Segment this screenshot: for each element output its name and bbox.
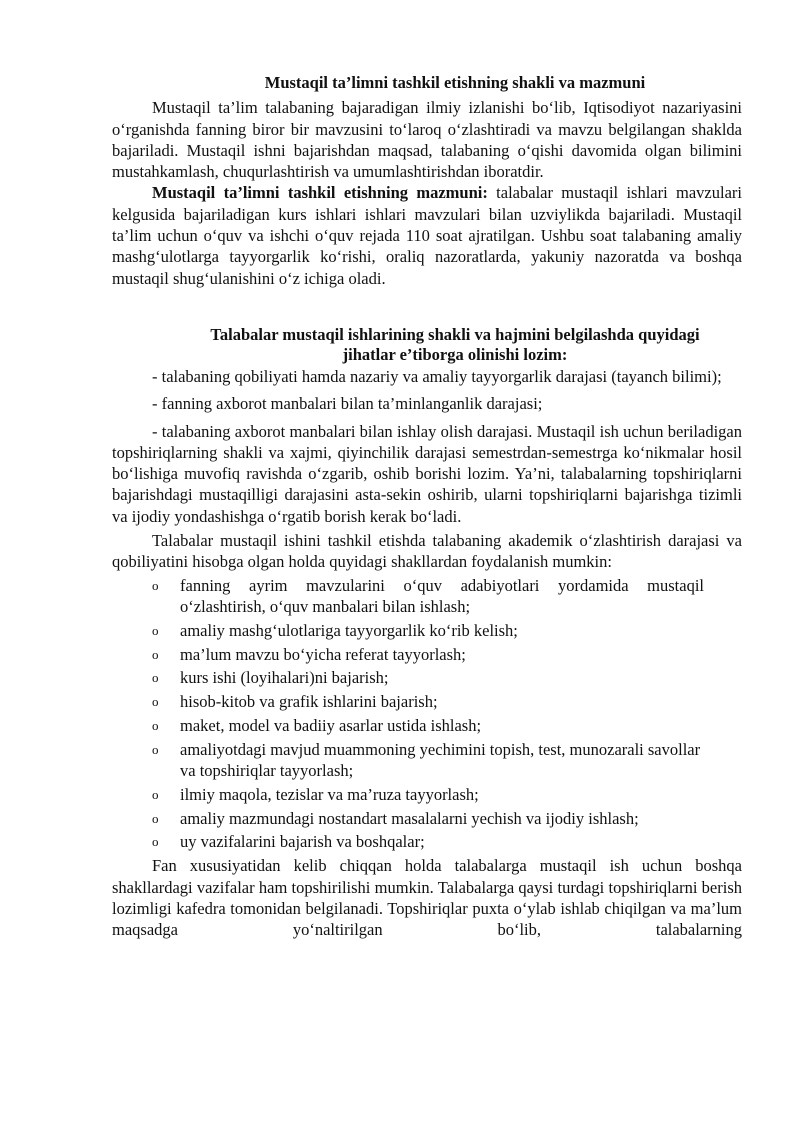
bullet-icon: o — [152, 834, 159, 850]
dash-item-3: - talabaning axborot manbalari bilan ishlay olish darajasi. Mustaqil ish uchun beriladigan topshiriqlarning shakli va xajmi, qiyinchilik darajasi semestrdan-semestrga ko‘nikmalar hosil bo‘lishiga muvofiq ravishda o‘zgarib, oshib borishi lozim. Ya’ni, talabalarning topshiriqlarni bajarishdagi mustaqilligi darajasini asta-sekin oshirib, ularni topshiriqlarni bajarishga tizimli va ijodiy yondashishga o‘rgatib borish kerak bo‘ladi. — [112, 421, 742, 526]
forms-list — [112, 575, 742, 853]
paragraph-content — [112, 182, 742, 288]
list-item-text: amaliy mazmundagi nostandart masalalarni yechish va ijodiy ishlash; — [180, 808, 639, 828]
bullet-icon: o — [152, 810, 159, 826]
bullet-icon: o — [152, 646, 159, 662]
list-item-text: maket, model va badiiy asarlar ustida ishlash; — [180, 715, 482, 735]
list-item — [112, 831, 742, 852]
paragraph-intro: Mustaqil ta’lim talabaning bajaradigan ilmiy izlanishi bo‘lib, Iqtisodiyot nazariyasini o‘rganishda fanning biror bir mavzusini to‘laroq o‘zlashtiradi va mavzu belgilangan shaklda bajariladi. Mustaqil ishni bajarishdan maqsad, talabaning o‘qishi davomida olgan bilimini mustahkamlash, chuqurlashtirish va umumlashtirishdan iboratdir. — [112, 98, 742, 182]
section-subtitle — [112, 325, 742, 366]
list-item — [112, 808, 742, 829]
list-item — [112, 667, 742, 688]
list-item — [112, 644, 742, 665]
paragraph-content-text: talabalar mustaqil ishlari mavzulari kelgusida bajariladigan kurs ishlari ishlari mavzulari bilan uzviylikda bajariladi. Mustaqil ta’lim uchun o‘quv va ishchi o‘quv rejada 110 soat ajratilgan. Ushbu soat talabaning amaliy mashg‘ulotlarga tayyorgarlik ko‘rishi, oraliq nazoratlarda, yakuniy nazoratda va boshqa mustaqil shug‘ulanishini o‘z ichiga oladi. — [112, 183, 742, 288]
list-item — [112, 620, 742, 641]
list-item-text: fanning ayrim mavzularini o‘quv adabiyotlari yordamida mustaqil o‘zlashtirish, o‘quv manbalari bilan ishlash; — [180, 575, 704, 616]
list-item-text: ma’lum mavzu bo‘yicha referat tayyorlash; — [180, 644, 466, 664]
bullet-icon: o — [152, 622, 159, 638]
bullet-icon: o — [152, 694, 159, 710]
list-item — [112, 715, 742, 736]
page-title: Mustaqil ta’limni tashkil etishning shakli va mazmuni — [264, 73, 646, 92]
bullet-icon: o — [152, 577, 159, 593]
list-item-text: amaliy mashg‘ulotlariga tayyorgarlik ko‘rib kelish; — [180, 620, 518, 640]
document-page — [112, 72, 742, 940]
dash-item-1: - talabaning qobiliyati hamda nazariy va amaliy tayyorgarlik darajasi (tayanch bilimi); — [152, 366, 722, 386]
list-item-text: hisob-kitob va grafik ishlarini bajarish; — [180, 692, 438, 712]
list-item — [112, 784, 742, 805]
list-item-text: kurs ishi (loyihalari)ni bajarish; — [180, 668, 389, 688]
list-item — [112, 739, 742, 782]
paragraph-closing: Fan xususiyatidan kelib chiqqan holda talabalarga mustaqil ish uchun boshqa shakllardagi vazifalar ham topshirilishi mumkin. Talabalarga qaysi turdagi topshiriqlarni berish lozimligi kafedra tomonidan belgilanadi. Topshiriqlar puxta o‘ylab ishlab chiqilgan va ma’lum maqsadga yo‘naltirilgan bo‘lib, talabalarning — [112, 856, 742, 940]
dash-item-2: - fanning axborot manbalari bilan ta’minlanganlik darajasi; — [152, 394, 543, 414]
list-item-text: ilmiy maqola, tezislar va ma’ruza tayyorlash; — [180, 784, 479, 804]
list-item — [112, 575, 742, 618]
list-item-text: uy vazifalarini bajarish va boshqalar; — [180, 832, 425, 852]
section-subtitle-line-2: jihatlar e’tiborga olinishi lozim: — [342, 345, 568, 365]
list-item — [112, 691, 742, 712]
bullet-icon: o — [152, 670, 159, 686]
list-item-text: amaliyotdagi mavjud muammoning yechimini topish, test, munozarali savollar va topshiriqlar tayyorlash; — [180, 739, 701, 781]
bullet-icon: o — [152, 786, 159, 802]
bullet-icon: o — [152, 741, 159, 757]
bullet-icon: o — [152, 717, 159, 733]
paragraph-forms: Talabalar mustaqil ishini tashkil etishda talabaning akademik o‘zlashtirish darajasi va qobiliyatini hisobga olgan holda quyidagi shakllardan foydalanish mumkin: — [112, 531, 742, 572]
paragraph-content-lead: Mustaqil ta’limni tashkil etishning mazmuni: — [152, 183, 488, 203]
section-subtitle-line-1: Talabalar mustaqil ishlarining shakli va hajmini belgilashda quyidagi — [210, 324, 700, 344]
